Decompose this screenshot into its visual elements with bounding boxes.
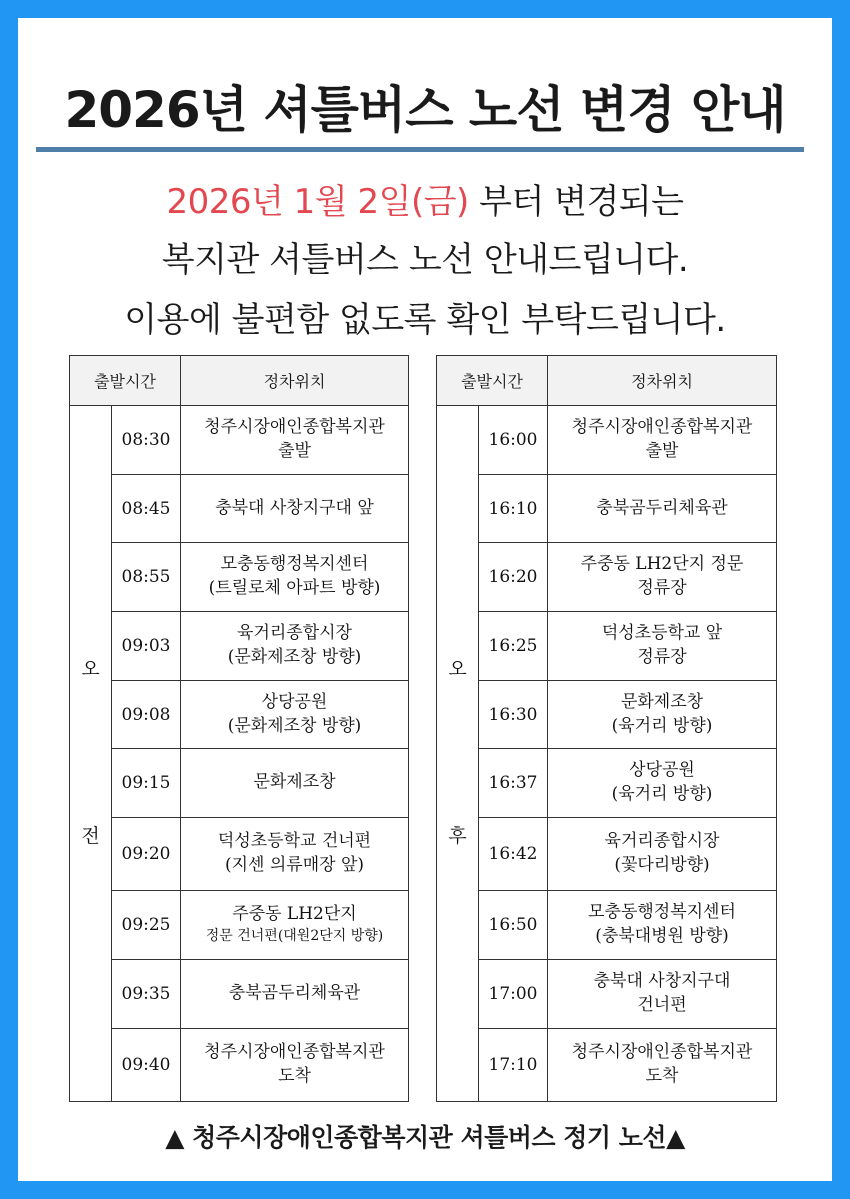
stop-location-line: (육거리 방향): [611, 784, 713, 805]
stop-location-line: 덕성초등학교 건너편: [217, 831, 372, 852]
schedule-row: [437, 543, 777, 612]
schedule-row: [437, 612, 777, 681]
stop-location-line: 문화제조창: [253, 772, 336, 793]
departure-time: 09:03: [112, 612, 181, 681]
stop-location: [181, 406, 409, 475]
stop-location-line: 건너편: [637, 994, 687, 1015]
stop-location-line: 주중동 LH2단지: [232, 904, 357, 925]
schedule-row: [437, 891, 777, 960]
stop-location-line: (꽃다리방향): [614, 855, 710, 876]
stop-location-line: 청주시장애인종합복지관: [571, 1041, 753, 1062]
stop-location: [548, 474, 777, 543]
departure-time: 08:55: [112, 543, 181, 612]
intro-line-3: 이용에 불편함 없도록 확인 부탁드립니다.: [124, 300, 726, 340]
time-header: 출발시간: [437, 356, 548, 406]
departure-time: 16:00: [479, 406, 548, 475]
stop-location-line: 육거리종합시장: [604, 831, 720, 852]
stop-location-line: 도착: [645, 1065, 679, 1086]
stop-location-line: 정류장: [637, 646, 687, 667]
departure-time: 09:20: [112, 818, 181, 891]
stop-location: [181, 680, 409, 749]
change-date: 2026년 1월 2일(금): [166, 182, 469, 222]
stop-location: [181, 474, 409, 543]
schedule-row: [437, 749, 777, 818]
stop-location-line: 정문 건너편(대원2단지 방향): [205, 928, 384, 945]
stop-location: [181, 612, 409, 681]
stop-location-line: (육거리 방향): [611, 715, 713, 736]
stop-location: [548, 749, 777, 818]
stop-location-line: 출발: [645, 440, 679, 461]
departure-time: 08:45: [112, 474, 181, 543]
stop-location-line: (문화제조창 방향): [227, 715, 362, 736]
schedule-row: [70, 818, 409, 891]
period-label-top: 오: [81, 658, 100, 681]
period-cell: [437, 406, 479, 1102]
stop-location: [548, 818, 777, 891]
departure-time: 09:35: [112, 959, 181, 1028]
stop-location-line: (문화제조창 방향): [227, 646, 362, 667]
stop-location-line: 모충동행정복지센터: [220, 554, 369, 575]
stop-location-line: 덕성초등학교 앞: [601, 623, 723, 644]
stop-location-line: 도착: [278, 1065, 311, 1086]
stop-location-line: 육거리종합시장: [237, 623, 352, 644]
departure-time: 08:30: [112, 406, 181, 475]
schedule-row: [70, 1028, 409, 1101]
stop-location-line: 청주시장애인종합복지관: [571, 417, 753, 438]
schedule-row: [70, 749, 409, 818]
schedule-row: [70, 959, 409, 1028]
departure-time: 16:10: [479, 474, 548, 543]
morning-schedule-body: [70, 406, 409, 1102]
stop-location-line: 충북곰두리체육관: [596, 497, 728, 518]
afternoon-schedule-body: [437, 406, 777, 1102]
stop-location-line: (지센 의류매장 앞): [224, 855, 365, 876]
departure-time: 09:25: [112, 891, 181, 960]
stop-location: [181, 1028, 409, 1101]
schedule-row: [70, 891, 409, 960]
stop-location-line: 상당공원: [629, 760, 695, 781]
departure-time: 17:10: [479, 1028, 548, 1101]
page-title: 2026년 셔틀버스 노선 변경 안내: [64, 81, 786, 139]
schedule-row: [437, 406, 777, 475]
schedule-row: [70, 680, 409, 749]
afternoon-schedule-table: [436, 355, 777, 1102]
stop-location-line: 상당공원: [261, 691, 328, 712]
stop-location-line: 청주시장애인종합복지관: [204, 1041, 385, 1062]
schedule-row: [437, 474, 777, 543]
departure-time: 09:15: [112, 749, 181, 818]
departure-time: 09:08: [112, 680, 181, 749]
place-header: 정차위치: [548, 356, 777, 406]
schedule-row: [70, 406, 409, 475]
departure-time: 16:25: [479, 612, 548, 681]
stop-location: [548, 891, 777, 960]
period-label-top: 오: [448, 658, 467, 681]
stop-location-line: 정류장: [637, 578, 687, 599]
stop-location-line: 청주시장애인종합복지관: [204, 417, 385, 438]
stop-location: [181, 749, 409, 818]
stop-location: [181, 959, 409, 1028]
stop-location-line: 충북대 사창지구대 앞: [215, 497, 374, 518]
schedule-row: [70, 612, 409, 681]
stop-location-line: 모충동행정복지센터: [588, 902, 736, 923]
stop-location: [181, 818, 409, 891]
stop-location: [548, 406, 777, 475]
schedule-row: [70, 543, 409, 612]
period-label-bottom: 후: [448, 825, 467, 848]
stop-location-line: (트릴로체 아파트 방향): [208, 578, 381, 599]
stop-location-line: (충북대병원 방향): [595, 925, 729, 946]
departure-time: 16:42: [479, 818, 548, 891]
stop-location-line: 충북대 사창지구대: [593, 970, 731, 991]
departure-time: 16:30: [479, 680, 548, 749]
stop-location: [548, 1028, 777, 1101]
stop-location-line: 출발: [278, 440, 311, 461]
period-cell: [70, 406, 112, 1102]
schedule-row: [437, 818, 777, 891]
schedule-row: [437, 959, 777, 1028]
intro-line-1-rest: 부터 변경되는: [468, 182, 684, 222]
time-header: 출발시간: [70, 356, 181, 406]
intro-line-1: [18, 174, 832, 223]
title-divider: [36, 147, 804, 152]
period-label-bottom: 전: [81, 825, 100, 848]
stop-location: [548, 680, 777, 749]
stop-location: [181, 543, 409, 612]
schedule-row: [437, 1028, 777, 1101]
departure-time: 17:00: [479, 959, 548, 1028]
stop-location: [548, 959, 777, 1028]
intro-line-2: 복지관 셔틀버스 노선 안내드립니다.: [161, 240, 689, 280]
departure-time: 16:20: [479, 543, 548, 612]
departure-time: 16:37: [479, 749, 548, 818]
stop-location: [548, 612, 777, 681]
notice-card: [18, 18, 832, 1181]
schedule-row: [437, 680, 777, 749]
morning-schedule-table: [69, 355, 409, 1102]
footer-caption: ▲ 청주시장애인종합복지관 셔틀버스 정기 노선▲: [165, 1123, 685, 1152]
stop-location-line: 문화제조창: [620, 691, 704, 712]
stop-location: [181, 891, 409, 960]
stop-location: [548, 543, 777, 612]
place-header: 정차위치: [181, 356, 409, 406]
stop-location-line: 주중동 LH2단지 정문: [580, 554, 744, 575]
stop-location-line: 충북곰두리체육관: [228, 982, 361, 1003]
departure-time: 16:50: [479, 891, 548, 960]
schedule-row: [70, 474, 409, 543]
departure-time: 09:40: [112, 1028, 181, 1101]
